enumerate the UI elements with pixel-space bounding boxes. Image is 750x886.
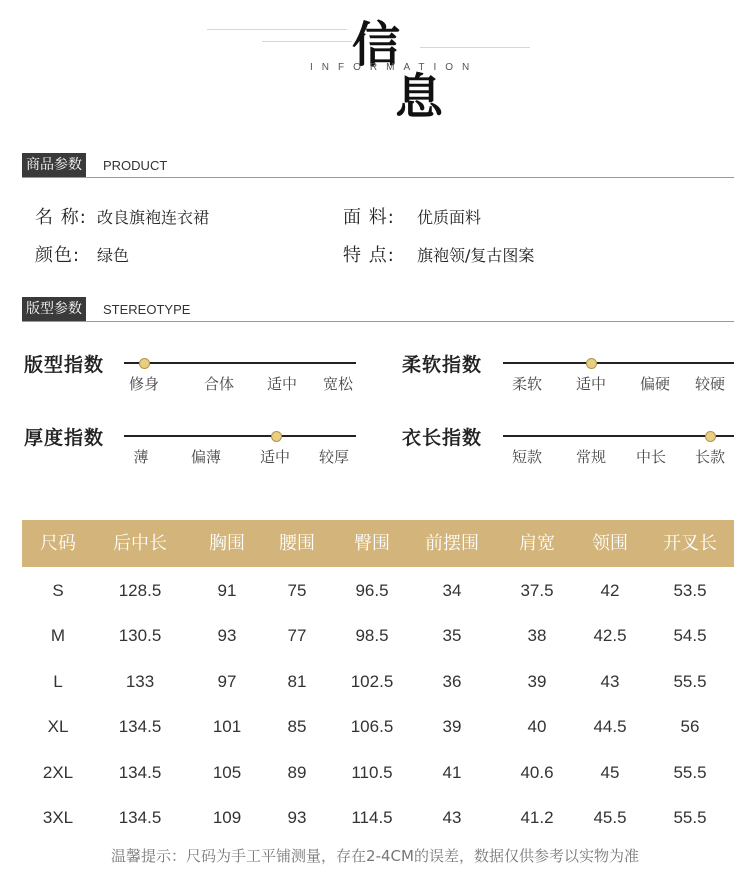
table-cell: 134.5 <box>118 808 162 827</box>
header-title-char: 息 <box>395 69 444 125</box>
table-cell: 40.6 <box>520 763 554 782</box>
scale-label: 常规 <box>575 448 607 466</box>
table-size-cell: L <box>53 672 63 691</box>
table-cell: 77 <box>287 626 307 645</box>
table-size-cell: S <box>52 581 64 600</box>
table-cell: 133 <box>125 672 155 691</box>
table-cell: 130.5 <box>118 626 162 645</box>
table-cell: 85 <box>287 717 307 736</box>
table-cell: 45 <box>600 763 620 782</box>
scale-label: 柔软 <box>511 375 543 393</box>
header-deco-line <box>262 41 352 42</box>
field-value-fabric: 优质面料 <box>417 208 482 227</box>
scale-label: 适中 <box>259 448 291 466</box>
table-cell: 55.5 <box>673 808 707 827</box>
table-cell: 54.5 <box>673 626 707 645</box>
field-label-name: 名 称: <box>35 207 87 228</box>
section-tag-product: 商品参数 <box>22 153 86 177</box>
scale-label: 短款 <box>511 448 543 466</box>
header-deco-line <box>420 47 530 48</box>
table-cell: 53.5 <box>673 581 707 600</box>
scale-label: 适中 <box>575 375 607 393</box>
table-cell: 93 <box>217 626 237 645</box>
size-note: 温馨提示：尺码为手工平铺测量，存在2-4CM的误差，数据仅供参考以实物为准 <box>111 847 639 865</box>
field-label-color: 颜色: <box>35 245 81 266</box>
table-header-cell: 开叉长 <box>663 533 717 554</box>
scale-label: 偏硬 <box>639 375 671 393</box>
scale-label: 薄 <box>133 448 149 466</box>
table-header-cell: 臀围 <box>354 533 390 554</box>
header-deco-line <box>207 29 347 30</box>
table-cell: 39 <box>442 717 462 736</box>
table-cell: 128.5 <box>118 581 162 600</box>
header-subtitle: INFORMATION <box>310 62 479 73</box>
table-cell: 81 <box>287 672 307 691</box>
field-label-fabric: 面 料: <box>343 207 395 228</box>
table-cell: 105 <box>212 763 242 782</box>
scale-marker-thickness <box>271 431 282 442</box>
table-cell: 93 <box>287 808 307 827</box>
table-cell: 134.5 <box>118 717 162 736</box>
scale-label: 较硬 <box>694 375 726 393</box>
table-cell: 106.5 <box>350 717 394 736</box>
section-divider <box>22 177 734 178</box>
section-title-stereotype: STEREOTYPE <box>103 302 191 317</box>
scale-label: 偏薄 <box>190 448 222 466</box>
scale-marker-length <box>705 431 716 442</box>
table-cell: 97 <box>217 672 237 691</box>
table-cell: 55.5 <box>673 763 707 782</box>
table-cell: 89 <box>287 763 307 782</box>
table-cell: 39 <box>527 672 547 691</box>
table-cell: 44.5 <box>593 717 627 736</box>
scale-title-fit: 版型指数 <box>24 354 105 376</box>
table-header-cell: 尺码 <box>40 533 76 554</box>
field-value-name: 改良旗袍连衣裙 <box>97 208 210 227</box>
section-tag-stereotype: 版型参数 <box>22 297 86 321</box>
table-header-cell: 领围 <box>592 533 628 554</box>
field-value-color: 绿色 <box>97 246 130 265</box>
table-cell: 35 <box>442 626 462 645</box>
scale-label: 适中 <box>266 375 298 393</box>
table-cell: 75 <box>287 581 307 600</box>
table-cell: 43 <box>600 672 620 691</box>
scale-marker-fit <box>139 358 150 369</box>
scale-marker-softness <box>586 358 597 369</box>
table-cell: 110.5 <box>351 763 393 782</box>
table-cell: 38 <box>527 626 547 645</box>
table-cell: 98.5 <box>355 626 389 645</box>
scale-label: 合体 <box>203 375 235 393</box>
scale-label: 宽松 <box>322 375 354 393</box>
field-value-feature: 旗袍领/复古图案 <box>417 246 535 265</box>
table-cell: 109 <box>212 808 242 827</box>
table-cell: 101 <box>212 717 242 736</box>
table-cell: 34 <box>442 581 462 600</box>
scale-title-thickness: 厚度指数 <box>24 427 105 449</box>
table-header-cell: 前摆围 <box>425 533 479 554</box>
table-header-cell: 肩宽 <box>519 533 555 554</box>
scale-track-length <box>503 435 734 437</box>
table-cell: 114.5 <box>351 808 393 827</box>
field-label-feature: 特 点: <box>343 245 395 266</box>
scale-track-softness <box>503 362 734 364</box>
table-size-cell: XL <box>47 717 69 736</box>
table-cell: 45.5 <box>593 808 627 827</box>
table-header-cell: 腰围 <box>279 533 315 554</box>
table-cell: 134.5 <box>118 763 162 782</box>
table-cell: 43 <box>442 808 462 827</box>
scale-title-length: 衣长指数 <box>402 427 483 449</box>
header-title-char: 信 <box>352 17 401 73</box>
scale-label: 中长 <box>635 448 667 466</box>
table-cell: 37.5 <box>520 581 554 600</box>
table-cell: 36 <box>442 672 462 691</box>
table-cell: 41.2 <box>520 808 554 827</box>
scale-label: 长款 <box>694 448 726 466</box>
scale-track-thickness <box>124 435 356 437</box>
table-header-cell: 后中长 <box>113 533 167 554</box>
scale-label: 修身 <box>128 375 160 393</box>
section-title-product: PRODUCT <box>103 158 168 173</box>
scale-track-fit <box>124 362 356 364</box>
table-cell: 102.5 <box>350 672 394 691</box>
table-size-cell: 3XL <box>42 808 74 827</box>
section-divider <box>22 321 734 322</box>
table-cell: 96.5 <box>355 581 389 600</box>
table-cell: 41 <box>442 763 462 782</box>
table-cell: 40 <box>527 717 547 736</box>
table-header-cell: 胸围 <box>209 533 245 554</box>
table-size-cell: M <box>50 626 66 645</box>
table-cell: 42 <box>600 581 620 600</box>
table-cell: 56 <box>680 717 700 736</box>
table-cell: 42.5 <box>593 626 627 645</box>
scale-label: 较厚 <box>318 448 350 466</box>
table-size-cell: 2XL <box>42 763 74 782</box>
table-cell: 55.5 <box>673 672 707 691</box>
table-cell: 91 <box>217 581 237 600</box>
scale-title-softness: 柔软指数 <box>402 354 483 376</box>
